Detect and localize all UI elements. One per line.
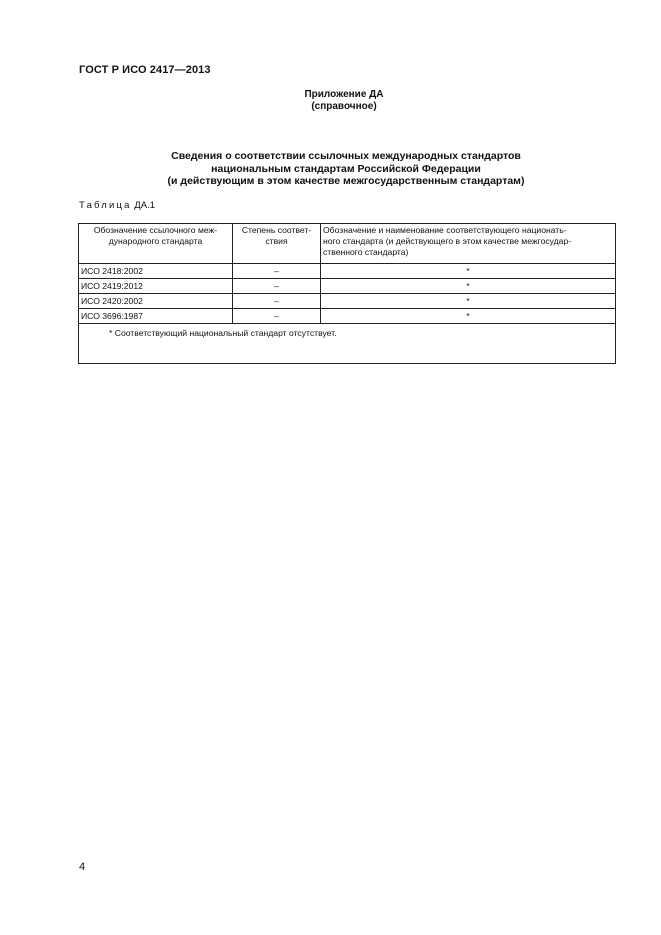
cell-reference: ИСО 2418:2002 [79,264,233,279]
header-national-standard [321,224,616,264]
cell-degree: – [233,264,321,279]
appendix-title: Приложение ДА [304,89,384,100]
table-caption-id: ДА.1 [134,200,155,211]
header-degree [233,224,321,264]
table-row [79,279,616,294]
cell-degree: – [233,294,321,309]
cell-degree: – [233,309,321,324]
table-header-row [79,224,616,264]
cell-degree: – [233,279,321,294]
table-row [79,294,616,309]
page-number: 4 [79,861,86,873]
cell-reference: ИСО 3696:1987 [79,309,233,324]
cell-national: * [321,309,616,324]
section-title-line: национальным стандартам Российской Федерации [211,162,481,175]
table-footnote: * Соответствующий национальный стандарт отсутствует. [79,324,616,364]
header-reference-standard [79,224,233,264]
section-title-line: (и действующим в этом качестве межгосударственным стандартам) [167,175,525,187]
table-footnote-row [79,324,616,364]
header-line: ствия [265,236,288,247]
cell-national: * [321,279,616,294]
table-caption-prefix: Таблица [79,200,132,211]
header-line: ственного стандарта) [323,247,409,258]
cell-national: * [321,294,616,309]
standards-correspondence-table [78,223,616,364]
cell-reference: ИСО 2420:2002 [79,294,233,309]
header-line: Степень соответ- [241,225,312,235]
table-caption [79,200,155,211]
standard-code: ГОСТ Р ИСО 2417—2013 [79,64,211,76]
section-title [0,150,661,188]
table-row [79,264,616,279]
section-title-line: Сведения о соответствии ссылочных международных стандартов [171,150,521,162]
header-line: Обозначение ссылочного меж- [93,225,218,235]
cell-national: * [321,264,616,279]
header-line: дународного стандарта [108,236,203,247]
header-line: Обозначение и наименование соответствующего национать- [323,225,567,235]
cell-reference: ИСО 2419:2012 [79,279,233,294]
appendix-type: (справочное) [311,101,377,112]
table-row [79,309,616,324]
header-line: ного стандарта (и действующего в этом качестве межгосудар- [323,236,572,247]
